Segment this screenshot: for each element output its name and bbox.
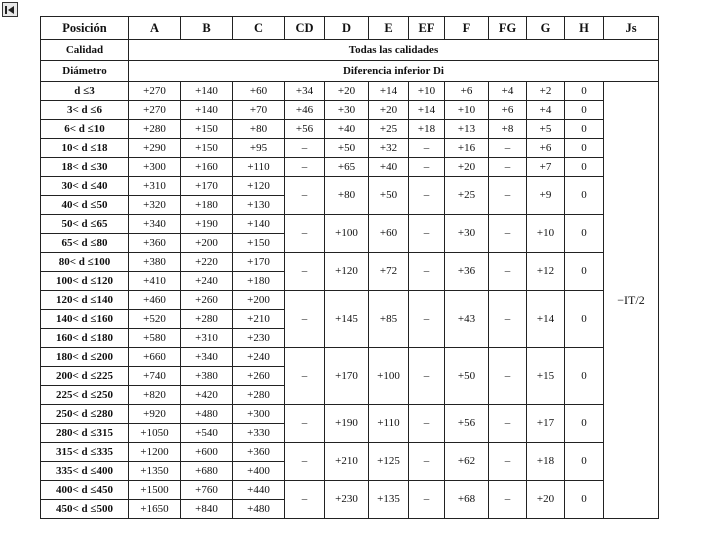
table-row	[41, 481, 659, 500]
value-cell-f: +20	[445, 158, 489, 177]
skip-back-icon	[4, 5, 16, 15]
value-cell-fg: –	[489, 481, 527, 519]
value-cell-f: +56	[445, 405, 489, 443]
value-cell-h: 0	[565, 177, 604, 215]
value-cell-a: +920	[129, 405, 181, 424]
value-cell-h: 0	[565, 215, 604, 253]
value-cell-d: +65	[325, 158, 369, 177]
table-row	[41, 405, 659, 424]
value-cell-cd: –	[285, 405, 325, 443]
value-cell-a: +270	[129, 101, 181, 120]
value-cell-fg: +6	[489, 101, 527, 120]
value-cell-e: +125	[369, 443, 409, 481]
table-row	[41, 158, 659, 177]
value-cell-fg: –	[489, 443, 527, 481]
diameter-range-cell: 140< d ≤160	[41, 310, 129, 329]
value-cell-c: +200	[233, 291, 285, 310]
diameter-range-cell: 200< d ≤225	[41, 367, 129, 386]
value-cell-c: +440	[233, 481, 285, 500]
value-cell-b: +180	[181, 196, 233, 215]
value-cell-cd: –	[285, 215, 325, 253]
value-cell-g: +20	[527, 481, 565, 519]
value-cell-f: +13	[445, 120, 489, 139]
value-cell-cd: –	[285, 348, 325, 405]
value-cell-b: +240	[181, 272, 233, 291]
value-cell-a: +360	[129, 234, 181, 253]
diameter-range-cell: 225< d ≤250	[41, 386, 129, 405]
column-header: B	[181, 17, 233, 40]
value-cell-b: +190	[181, 215, 233, 234]
value-cell-g: +17	[527, 405, 565, 443]
value-cell-cd: +56	[285, 120, 325, 139]
value-cell-a: +520	[129, 310, 181, 329]
value-cell-g: +5	[527, 120, 565, 139]
value-cell-h: 0	[565, 291, 604, 348]
value-cell-fg: –	[489, 177, 527, 215]
value-cell-c: +360	[233, 443, 285, 462]
quality-row	[41, 40, 659, 61]
value-cell-c: +480	[233, 500, 285, 519]
value-cell-b: +380	[181, 367, 233, 386]
value-cell-cd: –	[285, 177, 325, 215]
column-header: D	[325, 17, 369, 40]
column-header: CD	[285, 17, 325, 40]
value-cell-a: +380	[129, 253, 181, 272]
value-cell-d: +30	[325, 101, 369, 120]
value-cell-e: +110	[369, 405, 409, 443]
diameter-value: Diferencia inferior Di	[129, 61, 659, 82]
value-cell-c: +260	[233, 367, 285, 386]
value-cell-a: +310	[129, 177, 181, 196]
value-cell-b: +140	[181, 101, 233, 120]
column-header: EF	[409, 17, 445, 40]
value-cell-ef: –	[409, 158, 445, 177]
diameter-range-cell: 160< d ≤180	[41, 329, 129, 348]
value-cell-ef: –	[409, 348, 445, 405]
value-cell-e: +60	[369, 215, 409, 253]
value-cell-f: +25	[445, 177, 489, 215]
value-cell-f: +43	[445, 291, 489, 348]
value-cell-b: +840	[181, 500, 233, 519]
value-cell-g: +12	[527, 253, 565, 291]
value-cell-d: +190	[325, 405, 369, 443]
value-cell-a: +270	[129, 82, 181, 101]
value-cell-c: +400	[233, 462, 285, 481]
table-row	[41, 82, 659, 101]
value-cell-b: +140	[181, 82, 233, 101]
value-cell-e: +20	[369, 101, 409, 120]
value-cell-cd: –	[285, 481, 325, 519]
value-cell-b: +160	[181, 158, 233, 177]
table-row	[41, 139, 659, 158]
value-cell-g: +4	[527, 101, 565, 120]
value-cell-cd: +46	[285, 101, 325, 120]
value-cell-f: +10	[445, 101, 489, 120]
value-cell-g: +14	[527, 291, 565, 348]
table-row	[41, 177, 659, 196]
value-cell-b: +260	[181, 291, 233, 310]
value-cell-g: +6	[527, 139, 565, 158]
value-cell-ef: –	[409, 215, 445, 253]
value-cell-h: 0	[565, 101, 604, 120]
value-cell-a: +410	[129, 272, 181, 291]
table-row	[41, 253, 659, 272]
value-cell-c: +210	[233, 310, 285, 329]
value-cell-h: 0	[565, 481, 604, 519]
column-header: A	[129, 17, 181, 40]
value-cell-a: +820	[129, 386, 181, 405]
value-cell-ef: –	[409, 443, 445, 481]
value-cell-e: +135	[369, 481, 409, 519]
value-cell-d: +80	[325, 177, 369, 215]
value-cell-cd: –	[285, 139, 325, 158]
value-cell-cd: –	[285, 443, 325, 481]
table-row	[41, 291, 659, 310]
value-cell-fg: –	[489, 291, 527, 348]
value-cell-b: +200	[181, 234, 233, 253]
value-cell-f: +68	[445, 481, 489, 519]
value-cell-b: +170	[181, 177, 233, 196]
table-row	[41, 120, 659, 139]
value-cell-h: 0	[565, 348, 604, 405]
value-cell-c: +95	[233, 139, 285, 158]
value-cell-g: +7	[527, 158, 565, 177]
value-cell-d: +50	[325, 139, 369, 158]
diameter-range-cell: 30< d ≤40	[41, 177, 129, 196]
value-cell-a: +340	[129, 215, 181, 234]
value-cell-a: +740	[129, 367, 181, 386]
value-cell-b: +420	[181, 386, 233, 405]
value-cell-c: +170	[233, 253, 285, 272]
value-cell-c: +180	[233, 272, 285, 291]
value-cell-fg: –	[489, 348, 527, 405]
value-cell-fg: –	[489, 405, 527, 443]
value-cell-c: +60	[233, 82, 285, 101]
value-cell-c: +130	[233, 196, 285, 215]
value-cell-a: +290	[129, 139, 181, 158]
value-cell-fg: –	[489, 253, 527, 291]
value-cell-a: +660	[129, 348, 181, 367]
diameter-range-cell: d ≤3	[41, 82, 129, 101]
js-value-cell: −IT/2	[604, 82, 659, 519]
diameter-range-cell: 80< d ≤100	[41, 253, 129, 272]
diameter-range-cell: 65< d ≤80	[41, 234, 129, 253]
value-cell-a: +1650	[129, 500, 181, 519]
value-cell-cd: –	[285, 158, 325, 177]
value-cell-f: +16	[445, 139, 489, 158]
value-cell-h: 0	[565, 139, 604, 158]
value-cell-c: +70	[233, 101, 285, 120]
value-cell-f: +6	[445, 82, 489, 101]
value-cell-c: +230	[233, 329, 285, 348]
first-slide-button[interactable]	[2, 2, 18, 17]
value-cell-c: +80	[233, 120, 285, 139]
value-cell-b: +310	[181, 329, 233, 348]
column-header: G	[527, 17, 565, 40]
position-header: Posición	[41, 17, 129, 40]
value-cell-d: +230	[325, 481, 369, 519]
value-cell-c: +110	[233, 158, 285, 177]
value-cell-a: +320	[129, 196, 181, 215]
diameter-range-cell: 450< d ≤500	[41, 500, 129, 519]
value-cell-fg: –	[489, 139, 527, 158]
value-cell-e: +32	[369, 139, 409, 158]
value-cell-c: +150	[233, 234, 285, 253]
value-cell-cd: +34	[285, 82, 325, 101]
table-row	[41, 101, 659, 120]
value-cell-h: 0	[565, 405, 604, 443]
value-cell-b: +150	[181, 120, 233, 139]
value-cell-c: +140	[233, 215, 285, 234]
column-header: H	[565, 17, 604, 40]
value-cell-a: +580	[129, 329, 181, 348]
value-cell-ef: +18	[409, 120, 445, 139]
header-row	[41, 17, 659, 40]
value-cell-d: +210	[325, 443, 369, 481]
column-header: F	[445, 17, 489, 40]
value-cell-b: +540	[181, 424, 233, 443]
column-header: FG	[489, 17, 527, 40]
value-cell-e: +40	[369, 158, 409, 177]
value-cell-b: +600	[181, 443, 233, 462]
value-cell-h: 0	[565, 120, 604, 139]
value-cell-a: +460	[129, 291, 181, 310]
value-cell-b: +480	[181, 405, 233, 424]
value-cell-ef: –	[409, 481, 445, 519]
value-cell-h: 0	[565, 443, 604, 481]
value-cell-g: +10	[527, 215, 565, 253]
value-cell-e: +100	[369, 348, 409, 405]
value-cell-a: +1050	[129, 424, 181, 443]
diameter-range-cell: 100< d ≤120	[41, 272, 129, 291]
value-cell-fg: +8	[489, 120, 527, 139]
value-cell-a: +1350	[129, 462, 181, 481]
diameter-range-cell: 335< d ≤400	[41, 462, 129, 481]
value-cell-d: +100	[325, 215, 369, 253]
diameter-range-cell: 18< d ≤30	[41, 158, 129, 177]
quality-label: Calidad	[41, 40, 129, 61]
value-cell-cd: –	[285, 291, 325, 348]
diameter-range-cell: 315< d ≤335	[41, 443, 129, 462]
value-cell-fg: –	[489, 215, 527, 253]
table-row	[41, 215, 659, 234]
diameter-range-cell: 280< d ≤315	[41, 424, 129, 443]
diameter-row	[41, 61, 659, 82]
value-cell-e: +14	[369, 82, 409, 101]
value-cell-a: +1500	[129, 481, 181, 500]
value-cell-ef: –	[409, 177, 445, 215]
value-cell-e: +25	[369, 120, 409, 139]
diameter-range-cell: 400< d ≤450	[41, 481, 129, 500]
diameter-range-cell: 50< d ≤65	[41, 215, 129, 234]
value-cell-ef: –	[409, 253, 445, 291]
value-cell-ef: +10	[409, 82, 445, 101]
diameter-range-cell: 3< d ≤6	[41, 101, 129, 120]
value-cell-c: +300	[233, 405, 285, 424]
value-cell-c: +280	[233, 386, 285, 405]
value-cell-d: +170	[325, 348, 369, 405]
value-cell-f: +30	[445, 215, 489, 253]
value-cell-g: +15	[527, 348, 565, 405]
value-cell-a: +300	[129, 158, 181, 177]
value-cell-b: +680	[181, 462, 233, 481]
tolerance-table	[40, 16, 659, 519]
table-row	[41, 443, 659, 462]
value-cell-a: +280	[129, 120, 181, 139]
value-cell-cd: –	[285, 253, 325, 291]
value-cell-g: +2	[527, 82, 565, 101]
value-cell-d: +120	[325, 253, 369, 291]
value-cell-ef: –	[409, 291, 445, 348]
value-cell-f: +50	[445, 348, 489, 405]
value-cell-h: 0	[565, 82, 604, 101]
value-cell-b: +760	[181, 481, 233, 500]
value-cell-b: +340	[181, 348, 233, 367]
value-cell-d: +40	[325, 120, 369, 139]
value-cell-e: +50	[369, 177, 409, 215]
table-row	[41, 348, 659, 367]
value-cell-fg: +4	[489, 82, 527, 101]
value-cell-ef: +14	[409, 101, 445, 120]
quality-value: Todas las calidades	[129, 40, 659, 61]
column-header: E	[369, 17, 409, 40]
value-cell-fg: –	[489, 158, 527, 177]
diameter-range-cell: 6< d ≤10	[41, 120, 129, 139]
value-cell-h: 0	[565, 158, 604, 177]
value-cell-e: +72	[369, 253, 409, 291]
value-cell-b: +220	[181, 253, 233, 272]
value-cell-ef: –	[409, 405, 445, 443]
value-cell-c: +330	[233, 424, 285, 443]
value-cell-f: +62	[445, 443, 489, 481]
value-cell-d: +20	[325, 82, 369, 101]
value-cell-c: +240	[233, 348, 285, 367]
value-cell-f: +36	[445, 253, 489, 291]
diameter-range-cell: 10< d ≤18	[41, 139, 129, 158]
column-header: C	[233, 17, 285, 40]
value-cell-d: +145	[325, 291, 369, 348]
value-cell-e: +85	[369, 291, 409, 348]
value-cell-ef: –	[409, 139, 445, 158]
value-cell-g: +18	[527, 443, 565, 481]
diameter-range-cell: 40< d ≤50	[41, 196, 129, 215]
value-cell-c: +120	[233, 177, 285, 196]
diameter-label: Diámetro	[41, 61, 129, 82]
value-cell-h: 0	[565, 253, 604, 291]
diameter-range-cell: 180< d ≤200	[41, 348, 129, 367]
value-cell-b: +280	[181, 310, 233, 329]
value-cell-b: +150	[181, 139, 233, 158]
column-header: Js	[604, 17, 659, 40]
diameter-range-cell: 120< d ≤140	[41, 291, 129, 310]
value-cell-a: +1200	[129, 443, 181, 462]
value-cell-g: +9	[527, 177, 565, 215]
diameter-range-cell: 250< d ≤280	[41, 405, 129, 424]
